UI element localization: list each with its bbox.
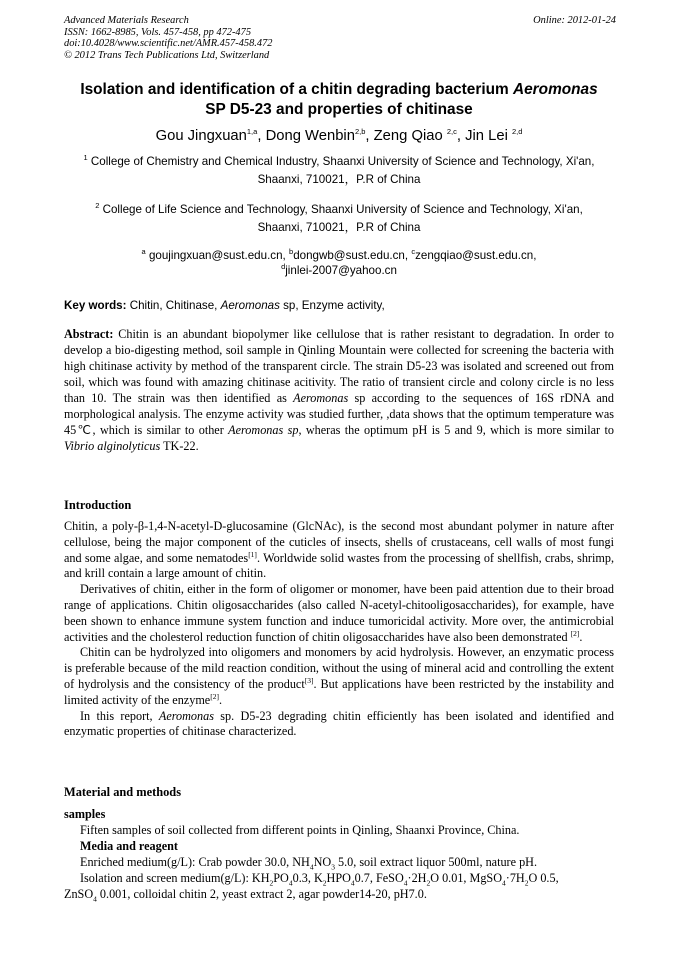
author: Zeng Qiao (373, 128, 447, 144)
introduction-body (64, 519, 614, 740)
issn-line: ISSN: 1662-8985, Vols. 457-458, pp 472-475 (64, 26, 252, 38)
journal-name: Advanced Materials Research (64, 15, 189, 26)
doi-line: doi:10.4028/www.scientific.net/AMR.457-458.472 (64, 38, 273, 49)
author-emails: $^a$ goujingxuan@sust.edu.cn, $^b$dongwb@sust.edu.cn, $^c$zengqiao@sust.edu.cn, $^d$jinlei-2007@yahoo.cn (141, 247, 537, 277)
online-date: Online: 2012-01-24 (533, 15, 616, 26)
methods-heading: Material and methods (64, 785, 182, 799)
affiliation-2: $^2$ College of Life Science and Technology, Shaanxi University of Science and Technology, Xi'an, Shaanxi, 710021，P.R of China (95, 201, 583, 234)
samples-text: Fiften samples of soil collected from different points in Qinling, Shaanxi Province, China. (80, 823, 520, 837)
samples-heading: samples (64, 807, 106, 821)
author: Jin Lei (465, 128, 512, 144)
intro-paragraph: Chitin can be hydrolyzed into oligomers and monomers by acid hydrolysis. However, an enzymatic process is preferable because of the mild reaction condition, without the using of mineral acid and controlling the extent of hydrolysis and the consistency of the product[3]. But applications have been restricted by the instability and limited activity of the enzyme[2]. (64, 645, 614, 707)
isolation-medium-text: Isolation and screen medium(g/L): $KH_2PO_40.3$, $K_2HPO_40.7$, $FeSO_4\cdot 2H_2O$ 0.01, $MgSO_4\cdot 7H_2O$ 0.5, ZnSO$_4$ 0.001, colloidal chitin 2, yeast extract 2, agar powder14-20, pH7.0. (64, 871, 559, 904)
intro-paragraph: Chitin, a poly-β-1,4-N-acetyl-D-glucosamine (GlcNAc), is the second most abundant polymer in nature after cellulose, being the major component of the cuticles of insects, shells of crustaceans, cell walls of most fungi and some algae, and some nematodes[1]. Worldwide solid wastes from the processing of shellfish, crabs, shrimp, and krill contain a large amount of chitin. (64, 519, 614, 581)
introduction-heading: Introduction (64, 498, 132, 512)
author: Dong Wenbin (265, 128, 355, 144)
email-c: zengqiao@sust.edu.cn, (415, 249, 537, 262)
email-b: dongwb@sust.edu.cn, (293, 249, 409, 262)
intro-paragraph: Derivatives of chitin, either in the form of oligomer or monomer, have been paid attention due to their broad range of applications. Chitin oligosaccharides (also called N-acetyl-chitooligosaccharides), for example, have been shown to enhance immune system function and induce tumoricidal activity. More over, the antimicrobial activities and the cholesterol reduction function of chitin oligosaccharides have also been demonstrated [2]. (64, 582, 614, 644)
author: Gou Jingxuan (155, 128, 247, 144)
paper-title: Isolation and identification of a chitin degrading bacterium Aeromonas SP D5-23 and properties of chitinase (80, 81, 598, 118)
keywords: Key words: Chitin, Chitinase, Aeromonas sp, Enzyme activity, (64, 299, 385, 312)
media-heading: Media and reagent (80, 839, 178, 853)
intro-paragraph: In this report, Aeromonas sp. D5-23 degrading chitin efficiently has been isolated and identified and enzymatic properties of chitinase characterized. (64, 708, 614, 739)
abstract: Abstract: Chitin is an abundant biopolymer like cellulose that is rather resistant to degradation. In order to develop a bio-digesting method, soil sample in Qinling Mountain were collected for screening the bacteria with high chitinase activity by method of the transparent circle. The strain D5-23 was isolated and screened out from soil, which was found with amazing chitinase acitivity. The ratio of transient circle and colony circle is no less than 10. The strain was then identified as Aeromonas sp according to the sequences of 16S rDNA and morphological analysis. The enzyme activity was studied further, ,data shows that the optimum temperature was 45℃, which is similar to other Aeromonas sp, wheras the optimum pH is 5 and 9, which is more similar to Vibrio alginolyticus TK-22. (64, 327, 614, 453)
journal-header (64, 15, 272, 61)
copyright-line: © 2012 Trans Tech Publications Ltd, Switzerland (64, 49, 270, 61)
email-a: goujingxuan@sust.edu.cn, (148, 249, 286, 262)
email-d: jinlei-2007@yahoo.cn (285, 264, 397, 277)
author-list: Gou Jingxuan$^{1,a}$, Dong Wenbin$^{2,b}$, Zeng Qiao $^{2,c}$, Jin Lei $^{2,d}$ (155, 127, 523, 144)
affiliation-1: $^1$ College of Chemistry and Chemical Industry, Shaanxi University of Science and Technology, Xi'an, Shaanxi, 710021，P.R of China (83, 153, 595, 186)
enriched-medium-text: Enriched medium(g/L): Crab powder 30.0, $NH_4NO_3$ 5.0, soil extract liquor 500ml, nature pH. (80, 855, 538, 872)
